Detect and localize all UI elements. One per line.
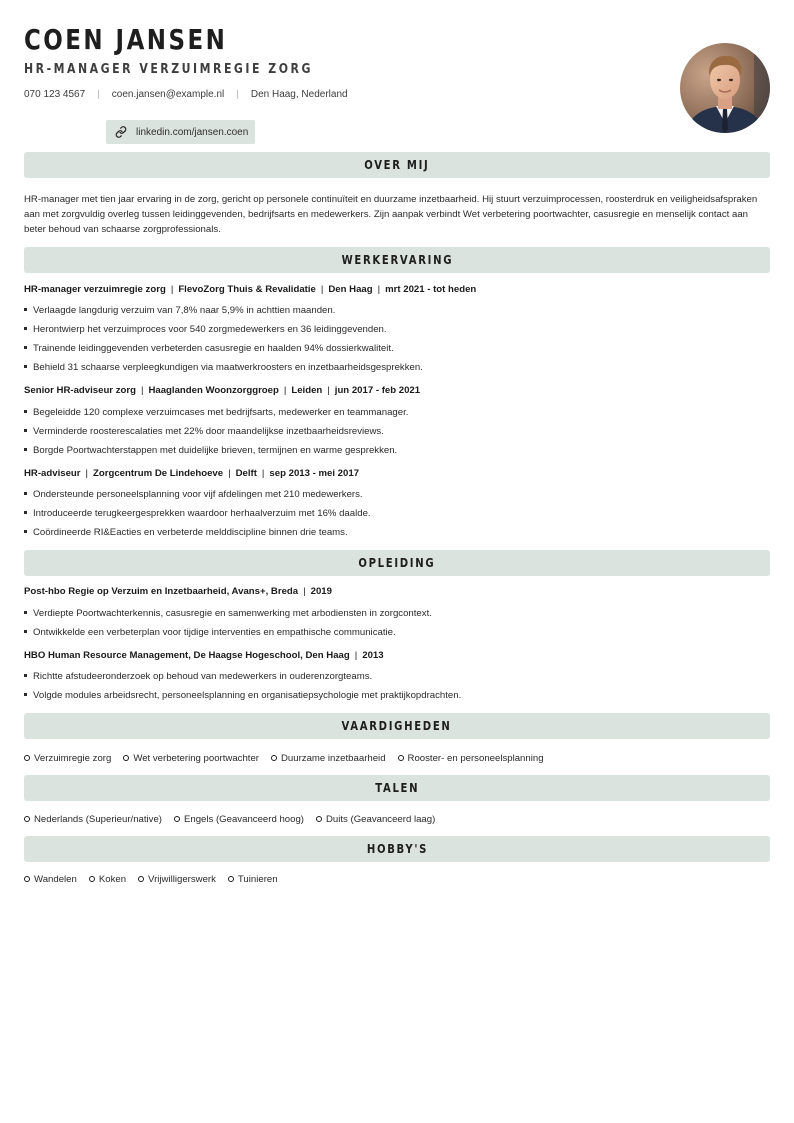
section-header-skills: VAARDIGHEDEN <box>24 713 770 739</box>
skill-item: Rooster- en personeelsplanning <box>398 753 544 764</box>
contact-line <box>24 87 348 101</box>
skills-list <box>24 751 556 765</box>
language-item: Nederlands (Superieur/native) <box>24 814 162 825</box>
experience-bullet: Coördineerde RI&Eacties en verbeterde melddiscipline binnen drie teams. <box>24 526 770 540</box>
experience-bullet: Introduceerde terugkeergesprekken waardoor herhaalverzuim met 16% daalde. <box>24 507 770 521</box>
linkedin-url: linkedin.com/jansen.coen <box>136 126 249 138</box>
languages-list <box>24 812 447 826</box>
skill-item: Wet verbetering poortwachter <box>123 753 259 764</box>
education-bullet: Richtte afstudeeronderzoek op behoud van medewerkers in ouderenzorgteams. <box>24 670 770 684</box>
separator: | <box>97 88 100 100</box>
education-entry-heading: Post-hbo Regie op Verzuim en Inzetbaarheid, Avans+, Breda | 2019 <box>24 586 332 597</box>
education-bullet: Verdiepte Poortwachterkennis, casusregie en samenwerking met arbodiensten in zorgcontext. <box>24 607 770 621</box>
separator: | <box>236 88 239 100</box>
profile-summary: HR-manager met tien jaar ervaring in de zorg, gericht op personele continuïteit en duurzame inzetbaarheid. Hij stuurt verzuimprocessen, roosterdruk en veiligheidsafspraken aan met zorgvuldig overleg tussen leidinggevenden, bedrijfsarts en medewerkers. Zijn aanpak verbindt Wet verbetering poortwachter, casusregie en menselijk contact aan beter behoud van schaarse zorgprofessionals. <box>24 194 758 235</box>
experience-bullet: Verminderde roosterescalaties met 22% door maandelijkse inzetbaarheidsreviews. <box>24 425 770 439</box>
experience-bullet: Ondersteunde personeelsplanning voor vijf afdelingen met 210 medewerkers. <box>24 488 770 502</box>
experience-entry-heading: Senior HR-adviseur zorg | Haaglanden Woonzorggroep | Leiden | jun 2017 - feb 2021 <box>24 385 421 396</box>
experience-bullet: Borgde Poortwachterstappen met duidelijke brieven, termijnen en warme gesprekken. <box>24 444 770 458</box>
link-icon <box>115 126 127 138</box>
language-item: Duits (Geavanceerd laag) <box>316 814 435 825</box>
experience-entry-heading: HR-adviseur | Zorgcentrum De Lindehoeve | Delft | sep 2013 - mei 2017 <box>24 468 360 479</box>
hobby-item: Koken <box>89 874 126 885</box>
phone-number: 070 123 4567 <box>24 88 86 100</box>
language-item: Engels (Geavanceerd hoog) <box>174 814 304 825</box>
email-address[interactable]: coen.jansen@example.nl <box>111 88 225 100</box>
hobby-item: Vrijwilligerswerk <box>138 874 216 885</box>
experience-bullet: Begeleidde 120 complexe verzuimcases met bedrijfsarts, medewerker en teammanager. <box>24 406 770 420</box>
candidate-name: COEN JANSEN <box>24 23 228 56</box>
section-header-languages: TALEN <box>24 775 770 801</box>
hobby-item: Wandelen <box>24 874 77 885</box>
experience-bullet: Herontwierp het verzuimproces voor 540 zorgmedewerkers en 36 leidinggevenden. <box>24 323 770 337</box>
linkedin-link[interactable] <box>106 120 255 144</box>
hobby-item: Tuinieren <box>228 874 278 885</box>
experience-bullet: Verlaagde langdurig verzuim van 7,8% naar 5,9% in achttien maanden. <box>24 304 770 318</box>
profile-photo <box>680 43 770 133</box>
education-bullet: Volgde modules arbeidsrecht, personeelsplanning en organisatiepsychologie met praktijkopdrachten. <box>24 689 770 703</box>
experience-bullet: Behield 31 schaarse verpleegkundigen via maatwerkroosters en inzetbaarheidsgesprekken. <box>24 361 770 375</box>
experience-entry-heading: HR-manager verzuimregie zorg | FlevoZorg Thuis & Revalidatie | Den Haag | mrt 2021 - tot heden <box>24 284 477 295</box>
location: Den Haag, Nederland <box>250 88 348 100</box>
experience-bullet: Trainende leidinggevenden verbeterden casusregie en haalden 94% dossierkwaliteit. <box>24 342 770 356</box>
section-header-hobbies: HOBBY'S <box>24 836 770 862</box>
education-entry-heading: HBO Human Resource Management, De Haagse Hogeschool, Den Haag | 2013 <box>24 650 384 661</box>
section-header-experience: WERKERVARING <box>24 247 770 273</box>
education-bullet: Ontwikkelde een verbeterplan voor tijdige interventies en empathische communicatie. <box>24 626 770 640</box>
hobbies-list <box>24 872 290 886</box>
skill-item: Duurzame inzetbaarheid <box>271 753 386 764</box>
section-header-about: OVER MIJ <box>24 152 770 178</box>
section-header-education: OPLEIDING <box>24 550 770 576</box>
skill-item: Verzuimregie zorg <box>24 753 111 764</box>
job-title: HR-MANAGER VERZUIMREGIE ZORG <box>24 62 313 77</box>
